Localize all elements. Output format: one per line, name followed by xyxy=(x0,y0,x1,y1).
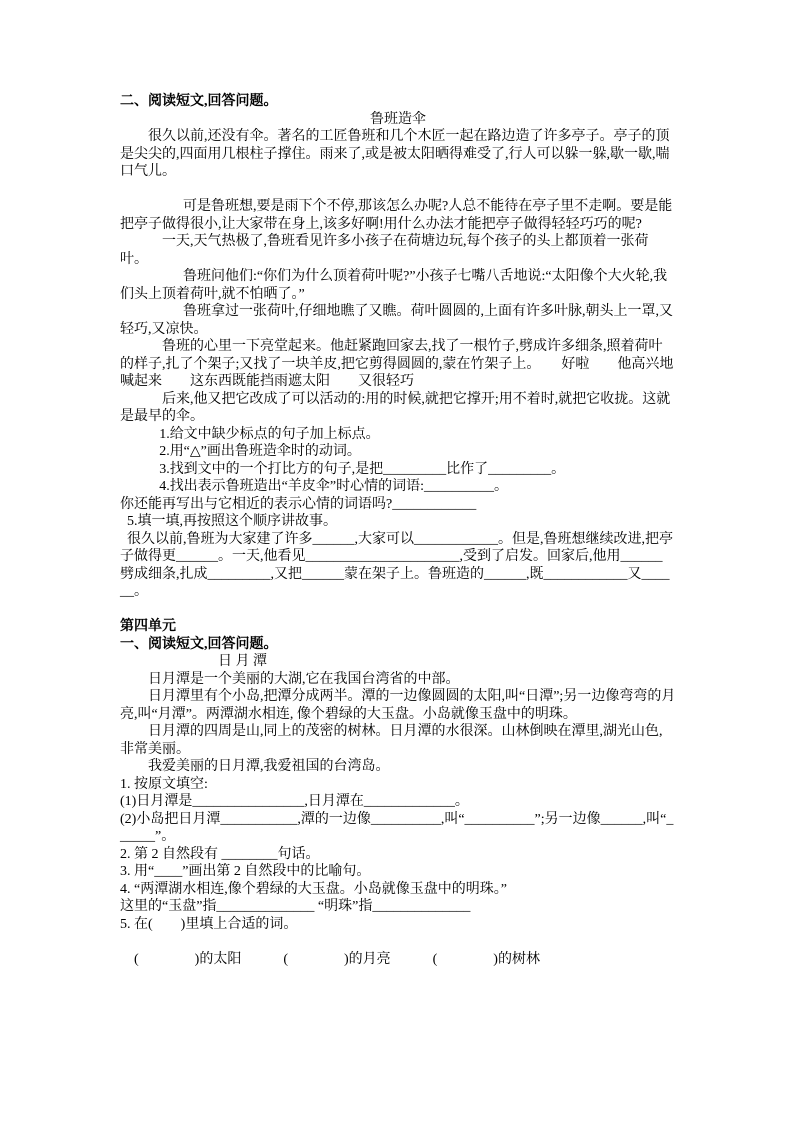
passage1-question-4b: 你还能再写出与它相近的表示心情的词语吗?____________ xyxy=(120,496,477,512)
passage2-question-1b: (2)小岛把日月潭___________,潭的一边像__________,叫“__________”;另一边像______,叫“______”。 xyxy=(120,811,674,844)
passage1-question-1: 1.给文中缺少标点的句子加上标点。 xyxy=(159,426,380,442)
passage2-question-1: 1. 按原文填空: xyxy=(120,776,208,792)
passage1-question-5: 5.填一填,再按照这个顺序讲故事。 xyxy=(127,514,337,529)
passage1-title: 鲁班造伞 xyxy=(370,111,426,127)
passage1-paragraph-1: 很久以前,还没有伞。著名的工匠鲁班和几个木匠一起在路边造了许多亭子。亭子的顶是尖尖的,四面用几根柱子撑住。雨来了,或是被太阳晒得难受了,行人可以躲一躲,歇一歇,喘口气儿。 xyxy=(120,129,670,179)
passage2-title: 日 月 潭 xyxy=(218,654,267,669)
passage2-paragraph-1: 日月潭是一个美丽的大湖,它在我国台湾省的中部。 xyxy=(148,671,460,687)
passage1-paragraph-6: 鲁班的心里一下亮堂起来。他赶紧跑回家去,找了一根竹子,劈成许多细条,照着荷叶的样子,扎了个架子;又找了一块羊皮,把它剪得圆圆的,蒙在竹架子上。 好啦 他高兴地喊起来 这东西既能挡雨遮太阳 又很轻巧 xyxy=(120,339,674,389)
passage2-question-4: 4. “两潭湖水相连,像个碧绿的大玉盘。小岛就像玉盘中的明珠。” xyxy=(120,881,507,897)
passage2-question-5: 5. 在( )里填上合适的词。 xyxy=(120,916,298,932)
passage2-question-3: 3. 用“____”画出第 2 自然段中的比喻句。 xyxy=(120,864,371,879)
passage1-question-2: 2.用“△”画出鲁班造伞时的动词。 xyxy=(159,444,361,459)
passage1-paragraph-2: 可是鲁班想,要是雨下个不停,那该怎么办呢?人总不能待在亭子里不走啊。要是能把亭子做得很小,让大家带在身上,该多好啊!用什么办法才能把亭子做得轻轻巧巧的呢? xyxy=(120,199,673,232)
passage1-paragraph-4: 鲁班问他们:“你们为什么顶着荷叶呢?”小孩子七嘴八舌地说:“太阳像个大火轮,我们头上顶着荷叶,就不怕晒了。” xyxy=(120,269,668,302)
section1-heading: 一、阅读短文,回答问题。 xyxy=(120,636,278,652)
passage2-paragraph-2: 日月潭里有个小岛,把潭分成两半。潭的一边像圆圆的太阳,叫“日潭”;另一边像弯弯的月亮,叫“月潭”。两潭湖水相连, 像个碧绿的大玉盘。小岛就像玉盘中的明珠。 xyxy=(120,689,676,722)
passage1-paragraph-3: 一天,天气热极了,鲁班看见许多小孩子在荷塘边玩,每个孩子的头上都顶着一张荷叶。 xyxy=(120,234,649,267)
passage1-question-4: 4.找出表示鲁班造出“羊皮伞”时心情的词语:__________。 xyxy=(159,479,509,494)
passage2-question-1a: (1)日月潭是________________,日月潭在_____________。 xyxy=(120,794,469,809)
passage2-question-2: 2. 第 2 自然段有 ________句话。 xyxy=(120,846,320,862)
unit4-heading: 第四单元 xyxy=(120,619,176,634)
passage1-retell-cloze: 很久以前,鲁班为大家建了许多______,大家可以____________。但是,鲁班想继续改进,把亭子做得更______。一天,他看见______________________,受到了启发。回家后,他用______劈成细条,扎成_________,又把______蒙在架子上。鲁班造的______,既____________又______。 xyxy=(120,531,673,599)
passage1-paragraph-7: 后来,他又把它改成了可以活动的:用的时候,就把它撑开;用不着时,就把它收拢。这就是最早的伞。 xyxy=(120,391,671,424)
section2-heading: 二、阅读短文,回答问题。 xyxy=(120,94,278,109)
passage2-question-4b: 这里的“玉盘”指______________ “明珠”指______________ xyxy=(120,899,471,914)
passage2-paragraph-3: 日月潭的四周是山,同上的茂密的树林。日月潭的水很深。山林倒映在潭里,湖光山色,非常美丽。 xyxy=(120,724,663,757)
passage1-paragraph-5: 鲁班拿过一张荷叶,仔细地瞧了又瞧。荷叶圆圆的,上面有许多叶脉,朝头上一罩,又轻巧,又凉快。 xyxy=(120,304,673,337)
passage2-question-5-items: ( )的太阳 ( )的月亮 ( )的树林 xyxy=(134,951,540,967)
passage1-question-3: 3.找到文中的一个打比方的句子,是把_________比作了_________。 xyxy=(159,461,566,477)
passage2-paragraph-4: 我爱美丽的日月潭,我爱祖国的台湾岛。 xyxy=(148,759,390,774)
